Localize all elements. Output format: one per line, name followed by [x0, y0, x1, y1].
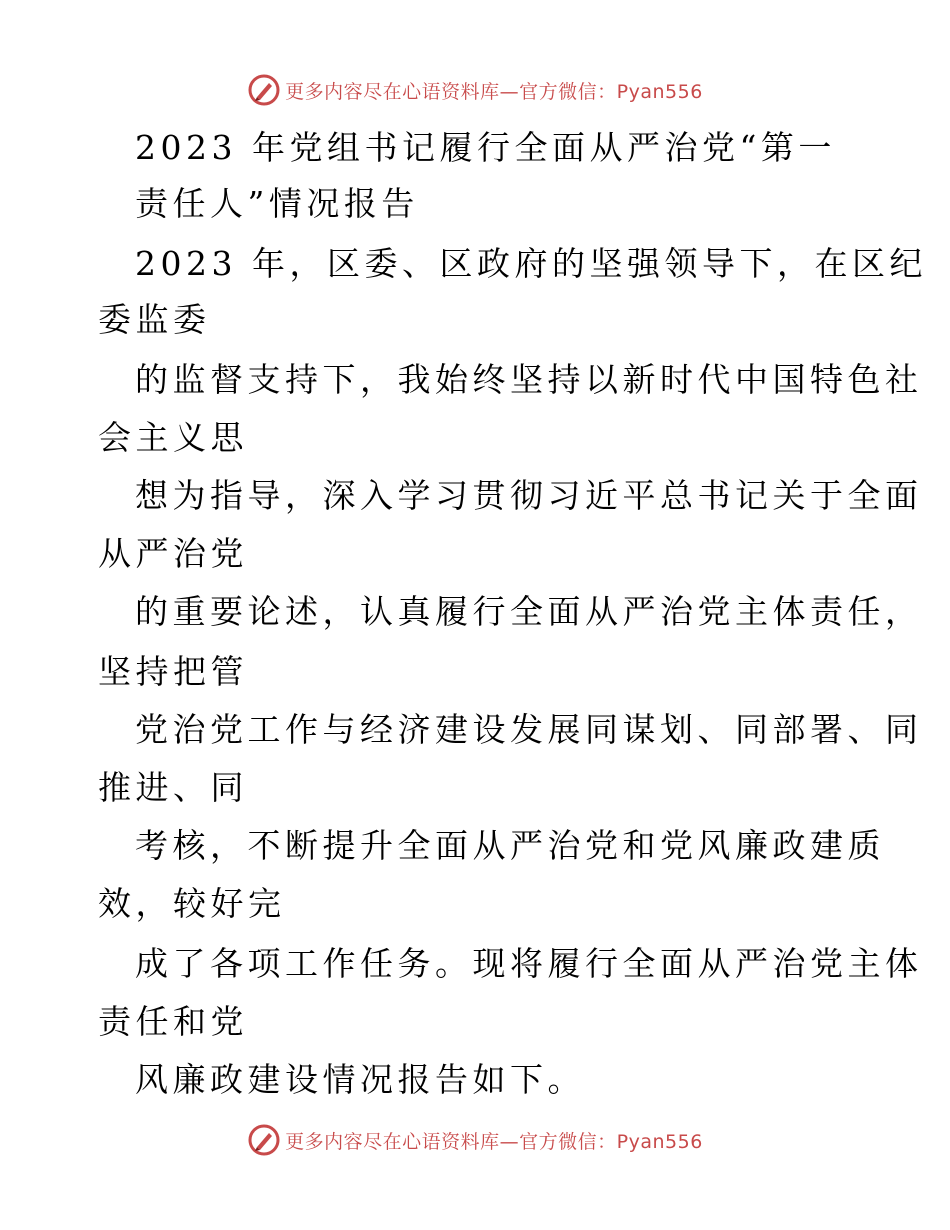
paragraph-line: 坚持把管 [98, 652, 248, 691]
paragraph-line: 会主义思 [98, 418, 248, 457]
paragraph-line: 的重要论述，认真履行全面从严治党主体责任， [135, 592, 923, 631]
document-title-line-1: 2023 年党组书记履行全面从严治党“第一 [135, 128, 836, 167]
paragraph-line: 责任和党 [98, 1002, 248, 1041]
paragraph-line: 风廉政建设情况报告如下。 [135, 1060, 585, 1099]
document-title-line-2: 责任人”情况报告 [135, 184, 419, 223]
pen-logo-icon [247, 1123, 281, 1157]
paragraph-line: 考核，不断提升全面从严治党和党风廉政建质 [135, 826, 885, 865]
paragraph-line: 的监督支持下，我始终坚持以新时代中国特色社 [135, 360, 923, 399]
paragraph-line: 从严治党 [98, 534, 248, 573]
footer-watermark-text: 更多内容尽在心语资料库—官方微信：Pyan556 [285, 1130, 703, 1153]
paragraph-line: 委监委 [98, 300, 211, 339]
footer-watermark-banner [0, 1120, 950, 1160]
paragraph-line: 党治党工作与经济建设发展同谋划、同部署、同 [135, 710, 923, 749]
paragraph-line: 想为指导，深入学习贯彻习近平总书记关于全面 [135, 476, 923, 515]
pen-logo-icon [247, 73, 281, 107]
header-watermark-banner [0, 70, 950, 110]
paragraph-line: 2023 年，区委、区政府的坚强领导下，在区纪 [135, 244, 927, 283]
header-watermark-text: 更多内容尽在心语资料库—官方微信：Pyan556 [285, 80, 703, 103]
paragraph-line: 推进、同 [98, 768, 248, 807]
paragraph-line: 成了各项工作任务。现将履行全面从严治党主体 [135, 944, 923, 983]
paragraph-line: 效，较好完 [98, 884, 286, 923]
